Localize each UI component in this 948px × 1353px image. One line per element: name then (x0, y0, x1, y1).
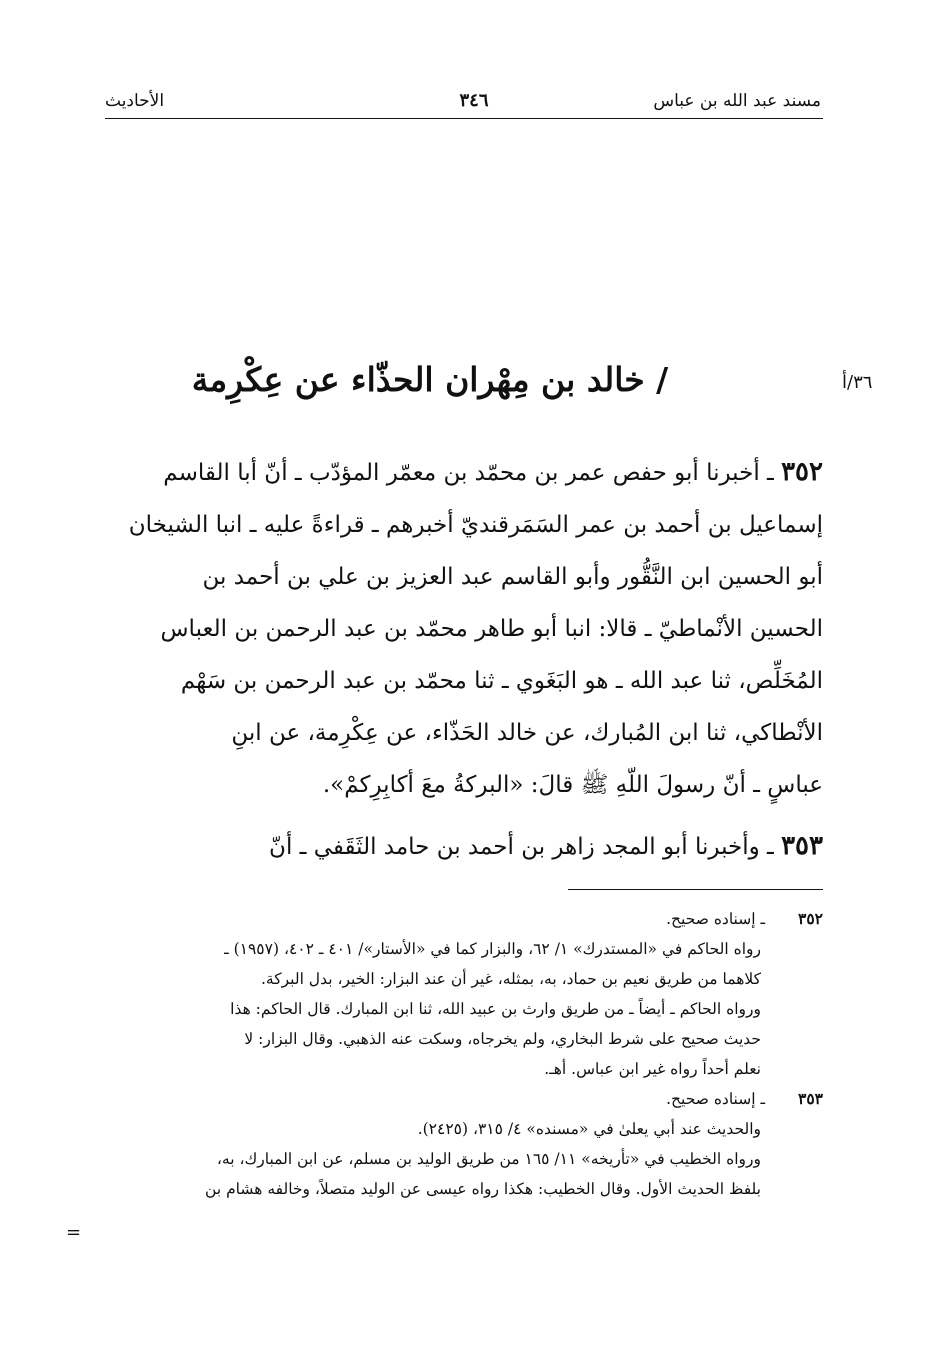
hadith-line: الحسين الأنْماطيّ ـ قالا: انبا أبو طاهر محمّد بن عبد الرحمن بن العباس (160, 616, 823, 642)
chapter-title: / خالد بن مِهْران الحذّاء عن عِكْرِمة (191, 360, 669, 399)
footnote-number: ٣٥٣ (798, 1089, 823, 1108)
footnote-line: حديث صحيح على شرط البخاري، ولم يخرجاه، وسكت عنه الذهبي. وقال البزار: لا (244, 1030, 761, 1048)
footnote-line: والحديث عند أبي يعلىٰ في «مسنده» ٤/ ٣١٥، (٢٤٢٥). (417, 1120, 761, 1138)
hadith-353 (105, 820, 823, 873)
running-header-book-title: مسند عبد الله بن عباس (653, 91, 821, 111)
hadith-352 (105, 446, 823, 811)
running-header-section: الأحاديث (105, 91, 165, 111)
hadith-line: ٣٥٣ ـ وأخبرنا أبو المجد زاهر بن أحمد بن حامد الثَقَفي ـ أنّ (269, 831, 823, 861)
hadith-line: إسماعيل بن أحمد بن عمر السَمَرقنديّ أخبرهم ـ قراءةً عليه ـ انبا الشيخان (128, 512, 823, 538)
hadith-line: المُخَلِّص، ثنا عبد الله ـ هو البَغَوي ـ ثنا محمّد بن عبد الرحمن بن سَهْم (180, 668, 823, 694)
header-divider (105, 118, 823, 119)
hadith-line: أبو الحسين ابن النَّقُّور وأبو القاسم عبد العزيز بن علي بن أحمد بن (202, 564, 823, 590)
footnote-heading: ٣٥٢ـ إسناده صحيح. (105, 904, 823, 934)
footnote-line: رواه الحاكم في «المستدرك» ١/ ٦٢، والبزار كما في «الأستار»/ ٤٠١ ـ ٤٠٢، (١٩٥٧) ـ (224, 940, 761, 958)
footnote-continuation-mark: = (66, 1222, 82, 1243)
footnote-heading: ٣٥٣ـ إسناده صحيح. (105, 1084, 823, 1114)
footnote-line: نعلم أحداً رواه غير ابن عباس. أهـ. (544, 1060, 761, 1078)
footnote-number: ٣٥٢ (798, 909, 823, 928)
footnote-line: ورواه الخطيب في «تأريخه» ١١/ ١٦٥ من طريق الوليد بن مسلم، عن ابن المبارك، به، (216, 1150, 761, 1168)
footnote-line: بلفظ الحديث الأول. وقال الخطيب: هكذا رواه عيسى عن الوليد متصلاً، وخالفه هشام بن (205, 1180, 761, 1198)
hadith-line: ٣٥٢ ـ أخبرنا أبو حفص عمر بن محمّد بن معمّر المؤدّب ـ أنّ أبا القاسم (163, 457, 823, 487)
footnote-line: كلاهما من طريق نعيم بن حماد، به، بمثله، غير أن عند البزار: الخير، بدل البركة. (261, 970, 761, 988)
hadith-line: عباسٍ ـ أنّ رسولَ اللّهِ ﷺ قالَ: «البركةُ معَ أكابِرِكمْ». (322, 772, 823, 798)
manuscript-folio-note: ٣٦/أ (842, 372, 873, 393)
footnote-divider (568, 889, 823, 890)
hadith-number: ٣٥٣ (781, 831, 823, 861)
hadith-number: ٣٥٢ (781, 457, 823, 487)
page-number: ٣٤٦ (459, 90, 489, 111)
footnotes (105, 904, 823, 1204)
footnote-line: ورواه الحاكم ـ أيضاً ـ من طريق وارث بن عبيد الله، ثنا ابن المبارك. قال الحاكم: هذا (230, 1000, 761, 1018)
hadith-line: الأنْطاكي، ثنا ابن المُبارك، عن خالد الحَذّاء، عن عِكْرِمة، عن ابنِ (231, 720, 823, 746)
